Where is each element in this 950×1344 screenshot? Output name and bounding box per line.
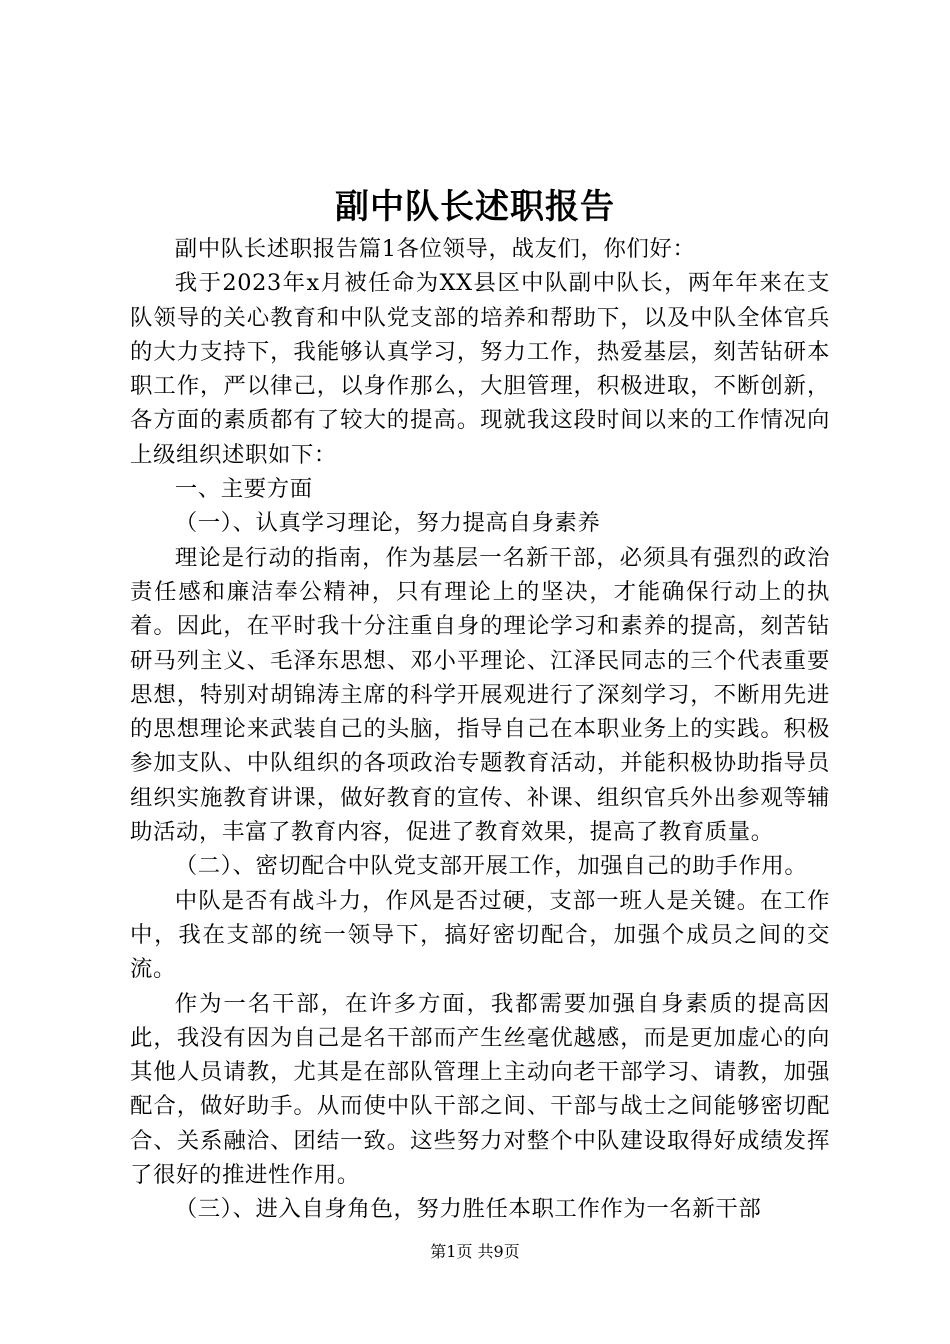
- body-paragraph: 中队是否有战斗力，作风是否过硬，支部一班人是关键。在工作中，我在支部的统一领导下，搞好密切配合，加强个成员之间的交流。: [130, 887, 830, 983]
- section-heading: 一、主要方面: [174, 476, 313, 503]
- document-title: 副中队长述职报告: [335, 187, 615, 227]
- subsection-heading: （三）、进入自身角色，努力胜任本职工作作为一名新干部: [174, 1196, 762, 1223]
- body-paragraph: 理论是行动的指南，作为基层一名新干部，必须具有强烈的政治责任感和廉洁奉公精神，只有理论上的坚决，才能确保行动上的执着。因此，在平时我十分注重自身的理论学习和素养的提高，刻苦钻研马列主义、毛泽东思想、邓小平理论、江泽民同志的三个代表重要思想，特别对胡锦涛主席的科学开展观进行了深刻学习，不断用先进的思想理论来武装自己的头脑，指导自己在本职业务上的实践。积极参加支队、中队组织的各项政治专题教育活动，并能积极协助指导员组织实施教育讲课，做好教育的宣传、补课、组织官兵外出参观等辅助活动，丰富了教育内容，促进了教育效果，提高了教育质量。: [130, 544, 830, 846]
- body-paragraph: 副中队长述职报告篇1各位领导，战友们，你们好：: [174, 236, 696, 262]
- document-body: [130, 232, 830, 1227]
- subsection-heading: （二）、密切配合中队党支部开展工作，加强自己的助手作用。: [174, 853, 808, 880]
- body-paragraph: 我于2023年x月被任命为XX县区中队副中队长，两年年来在支队领导的关心教育和中队党支部的培养和帮助下，以及中队全体官兵的大力支持下，我能够认真学习，努力工作，热爱基层，刻苦钻研本职工作，严以律己，以身作那么，大胆管理，积极进取，不断创新，各方面的素质都有了较大的提高。现就我这段时间以来的工作情况向上级组织述职如下：: [130, 270, 830, 468]
- body-paragraph: 作为一名干部，在许多方面，我都需要加强自身素质的提高因此，我没有因为自己是名干部而产生丝毫优越感，而是更加虚心的向其他人员请教，尤其是在部队管理上主动向老干部学习、请教，加强配合，做好助手。从而使中队干部之间、干部与战士之间能够密切配合、关系融洽、团结一致。这些努力对整个中队建设取得好成绩发挥了很好的推进性作用。: [130, 990, 830, 1189]
- subsection-heading: （一）、认真学习理论，努力提高自身素养: [174, 510, 601, 537]
- page-number-footer: 第1页 共9页: [430, 1242, 520, 1261]
